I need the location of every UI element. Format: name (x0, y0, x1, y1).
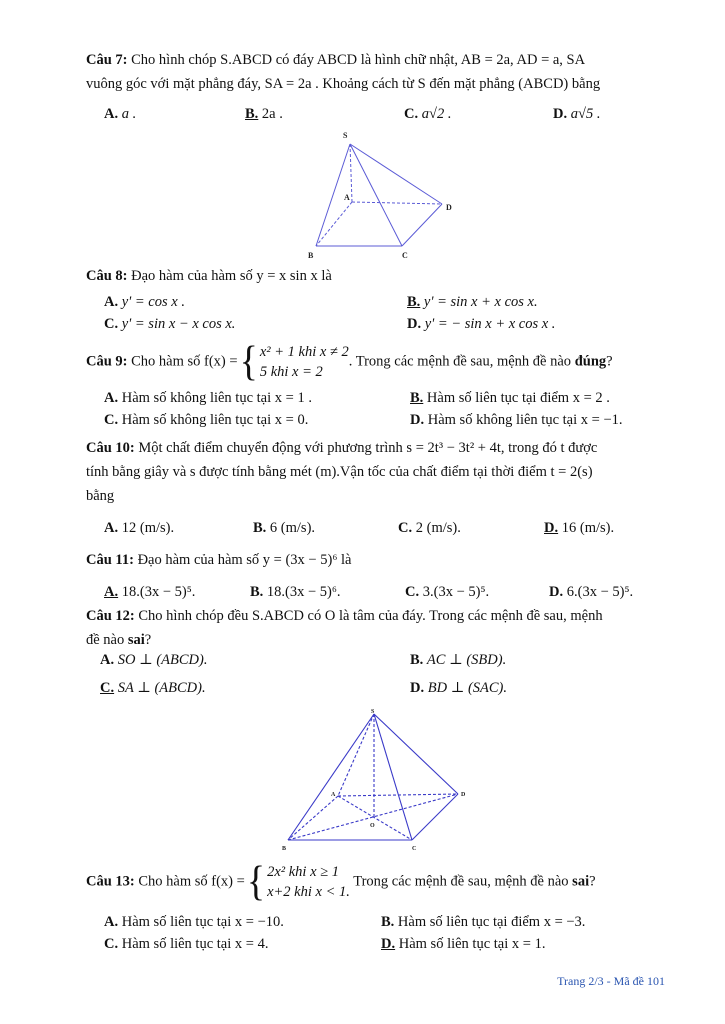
question-11-label: Câu 11: (86, 552, 134, 568)
option-text: y' = cos x . (121, 294, 185, 310)
function-def: Cho hàm số f(x) = (138, 873, 245, 890)
question-8-label: Câu 8: (86, 268, 128, 284)
option-label-correct: D. (381, 936, 396, 952)
emphasis-word: sai (127, 632, 145, 648)
option-label: C. (104, 936, 119, 952)
edge-sa (350, 144, 352, 202)
option-text: a√2 . (421, 106, 452, 122)
q7-option-d (553, 104, 600, 124)
option-text: SA ⊥ (ABCD). (117, 680, 206, 696)
option-label: B. (410, 652, 424, 668)
question-11 (86, 548, 670, 572)
question-10-line3: bằng (86, 488, 115, 504)
option-label: A. (104, 914, 119, 930)
edge-sc (350, 144, 402, 246)
edge-ab (316, 202, 352, 246)
option-text: Hàm số không liên tục tại x = −1. (427, 412, 623, 428)
question-11-text: Đạo hàm của hàm số y = (3x − 5)⁶ là (137, 552, 352, 568)
option-text: y' = sin x − x cos x. (121, 316, 236, 332)
question-12-line2 (86, 628, 670, 652)
option-text: 2 (m/s). (415, 520, 461, 536)
question-10-line2: tính bằng giây và s được tính bằng mét (m).Vận tốc của chất điểm tại thời điểm t = 2(s) (86, 464, 593, 480)
option-label: B. (253, 520, 267, 536)
q12-option-d (410, 678, 507, 698)
option-text: Hàm số liên tục tại điểm x = −3. (397, 914, 586, 930)
edge-ad (352, 202, 442, 204)
option-label: A. (104, 390, 119, 406)
q9-option-c (104, 410, 308, 430)
option-text: Hàm số không liên tục tại x = 1 . (121, 390, 312, 406)
question-12-line1 (86, 604, 670, 628)
question-7-line2: vuông góc với mặt phẳng đáy, SA = 2a . Khoảng cách từ S đến mặt phẳng (ABCD) bằng (86, 76, 601, 92)
vertex-label-c: C (402, 251, 408, 260)
vertex-label-d: D (461, 792, 466, 798)
question-12-text: Cho hình chóp đều S.ABCD có O là tâm của đáy. Trong các mệnh đề sau, mệnh (138, 608, 603, 624)
option-label: C. (405, 584, 420, 600)
option-text: AC ⊥ (SBD). (426, 652, 507, 668)
option-text: y' = − sin x + x cos x . (424, 316, 556, 332)
q8-option-d (407, 314, 555, 334)
option-label: B. (381, 914, 395, 930)
option-text: 16 (m/s). (561, 520, 615, 536)
q8-option-c (104, 314, 235, 334)
case-2: x+2 khi x < 1. (267, 884, 350, 900)
case-1: x² + 1 khi x ≠ 2 (259, 344, 349, 360)
option-label: C. (104, 412, 119, 428)
option-text: 6 (m/s). (269, 520, 316, 536)
pyramid-figure-q7 (300, 128, 470, 262)
question-12 (86, 604, 670, 652)
option-label: D. (549, 584, 564, 600)
vertex-label-b: B (282, 846, 287, 852)
option-text: Hàm số liên tục tại x = −10. (121, 914, 284, 930)
case-2: 5 khi x = 2 (259, 364, 323, 380)
q8-option-a (104, 292, 185, 312)
question-10-text: Một chất điểm chuyển động với phương trình s = 2t³ − 3t² + 4t, trong đó t được (138, 440, 598, 456)
question-7 (86, 48, 670, 96)
q7-option-a (104, 104, 136, 124)
question-mark: ? (589, 873, 596, 890)
option-text: 18.(3x − 5)⁶. (266, 584, 341, 600)
question-mark: ? (144, 632, 152, 648)
q12-option-c (100, 678, 206, 698)
q11-option-b (250, 582, 341, 602)
q10-option-b (253, 518, 315, 538)
option-text: y' = sin x + x cos x. (423, 294, 538, 310)
option-label: A. (104, 520, 119, 536)
vertex-label-d: D (446, 203, 452, 212)
question-8 (86, 264, 670, 288)
option-text: 6.(3x − 5)⁵. (566, 584, 634, 600)
question-10-label: Câu 10: (86, 440, 135, 456)
option-label-correct: B. (407, 294, 421, 310)
piecewise-cases (260, 342, 349, 382)
edge-cd (402, 204, 442, 246)
question-9-text: . Trong các mệnh đề sau, mệnh đề nào (348, 353, 575, 370)
q11-option-a (104, 582, 195, 602)
question-9 (86, 338, 670, 386)
brace-glyph: { (246, 858, 266, 906)
q11-option-d (549, 582, 633, 602)
option-label-correct: B. (410, 390, 424, 406)
q13-option-d (381, 934, 545, 954)
question-10-line1 (86, 436, 670, 460)
edge-sd (350, 144, 442, 204)
q9-option-a (104, 388, 312, 408)
q12-option-b (410, 650, 506, 670)
q11-option-c (405, 582, 489, 602)
option-label: D. (553, 106, 568, 122)
question-12-line2-text: đề nào (86, 632, 128, 648)
edge-sb (288, 714, 374, 840)
q9-option-d (410, 410, 623, 430)
piecewise-cases (267, 862, 350, 902)
q13-option-a (104, 912, 284, 932)
option-text: 3.(3x − 5)⁵. (422, 584, 490, 600)
edge-sc (374, 714, 412, 840)
option-label-correct: A. (104, 584, 119, 600)
option-text: Hàm số không liên tục tại x = 0. (121, 412, 309, 428)
vertex-label-s: S (343, 131, 348, 140)
question-7-line1 (86, 48, 670, 72)
brace-glyph: { (239, 338, 258, 386)
option-label: C. (104, 316, 119, 332)
q8-option-b (407, 292, 538, 312)
option-text: Hàm số liên tục tại điểm x = 2 . (426, 390, 610, 406)
q7-option-b (245, 104, 283, 124)
edge-cd (412, 794, 458, 840)
vertex-label-a: A (331, 792, 336, 798)
edge-sa (338, 714, 374, 796)
option-label: D. (407, 316, 422, 332)
vertex-label-c: C (412, 846, 417, 852)
option-text: 12 (m/s). (121, 520, 175, 536)
q10-option-a (104, 518, 174, 538)
emphasis-word: đúng (574, 353, 607, 370)
option-label-correct: B. (245, 106, 259, 122)
question-7-label: Câu 7: (86, 52, 128, 68)
option-label: C. (398, 520, 413, 536)
q13-option-c (104, 934, 268, 954)
question-mark: ? (606, 353, 613, 370)
option-text: a√5 . (570, 106, 601, 122)
case-1: 2x² khi x ≥ 1 (267, 864, 339, 880)
vertex-label-o: O (370, 823, 375, 829)
pyramid-figure-q12 (278, 706, 474, 854)
option-text: a . (121, 106, 137, 122)
option-label: A. (104, 294, 119, 310)
option-label: A. (100, 652, 115, 668)
option-label: A. (104, 106, 119, 122)
option-text: 2a . (261, 106, 283, 122)
option-text: Hàm số liên tục tại x = 4. (121, 936, 269, 952)
option-text: Hàm số liên tục tại x = 1. (398, 936, 546, 952)
option-label: B. (250, 584, 264, 600)
function-def: Cho hàm số f(x) = (131, 353, 238, 370)
q10-option-c (398, 518, 461, 538)
option-text: 18.(3x − 5)⁵. (121, 584, 196, 600)
question-13 (86, 858, 670, 906)
question-7-text: Cho hình chóp S.ABCD có đáy ABCD là hình chữ nhật, AB = 2a, AD = a, SA (131, 52, 586, 68)
q10-option-d (544, 518, 614, 538)
option-text: SO ⊥ (ABCD). (117, 652, 208, 668)
option-label: D. (410, 680, 425, 696)
vertex-label-s: S (371, 709, 375, 715)
option-text: BD ⊥ (SAC). (427, 680, 508, 696)
emphasis-word: sai (572, 873, 590, 890)
option-label-correct: D. (544, 520, 559, 536)
q9-option-b (410, 388, 610, 408)
vertex-label-a: A (344, 193, 350, 202)
q12-option-a (100, 650, 207, 670)
question-13-label: Câu 13: (86, 873, 135, 890)
vertex-label-b: B (308, 251, 314, 260)
question-13-text: Trong các mệnh đề sau, mệnh đề nào (353, 873, 573, 890)
page-footer: Trang 2/3 - Mã đề 101 (557, 974, 665, 988)
question-12-label: Câu 12: (86, 608, 135, 624)
q13-option-b (381, 912, 585, 932)
option-label: C. (404, 106, 419, 122)
option-label-correct: C. (100, 680, 115, 696)
question-9-label: Câu 9: (86, 353, 128, 370)
question-10 (86, 436, 670, 508)
q7-option-c (404, 104, 451, 124)
option-label: D. (410, 412, 425, 428)
question-8-text: Đạo hàm của hàm số y = x sin x là (131, 268, 332, 284)
